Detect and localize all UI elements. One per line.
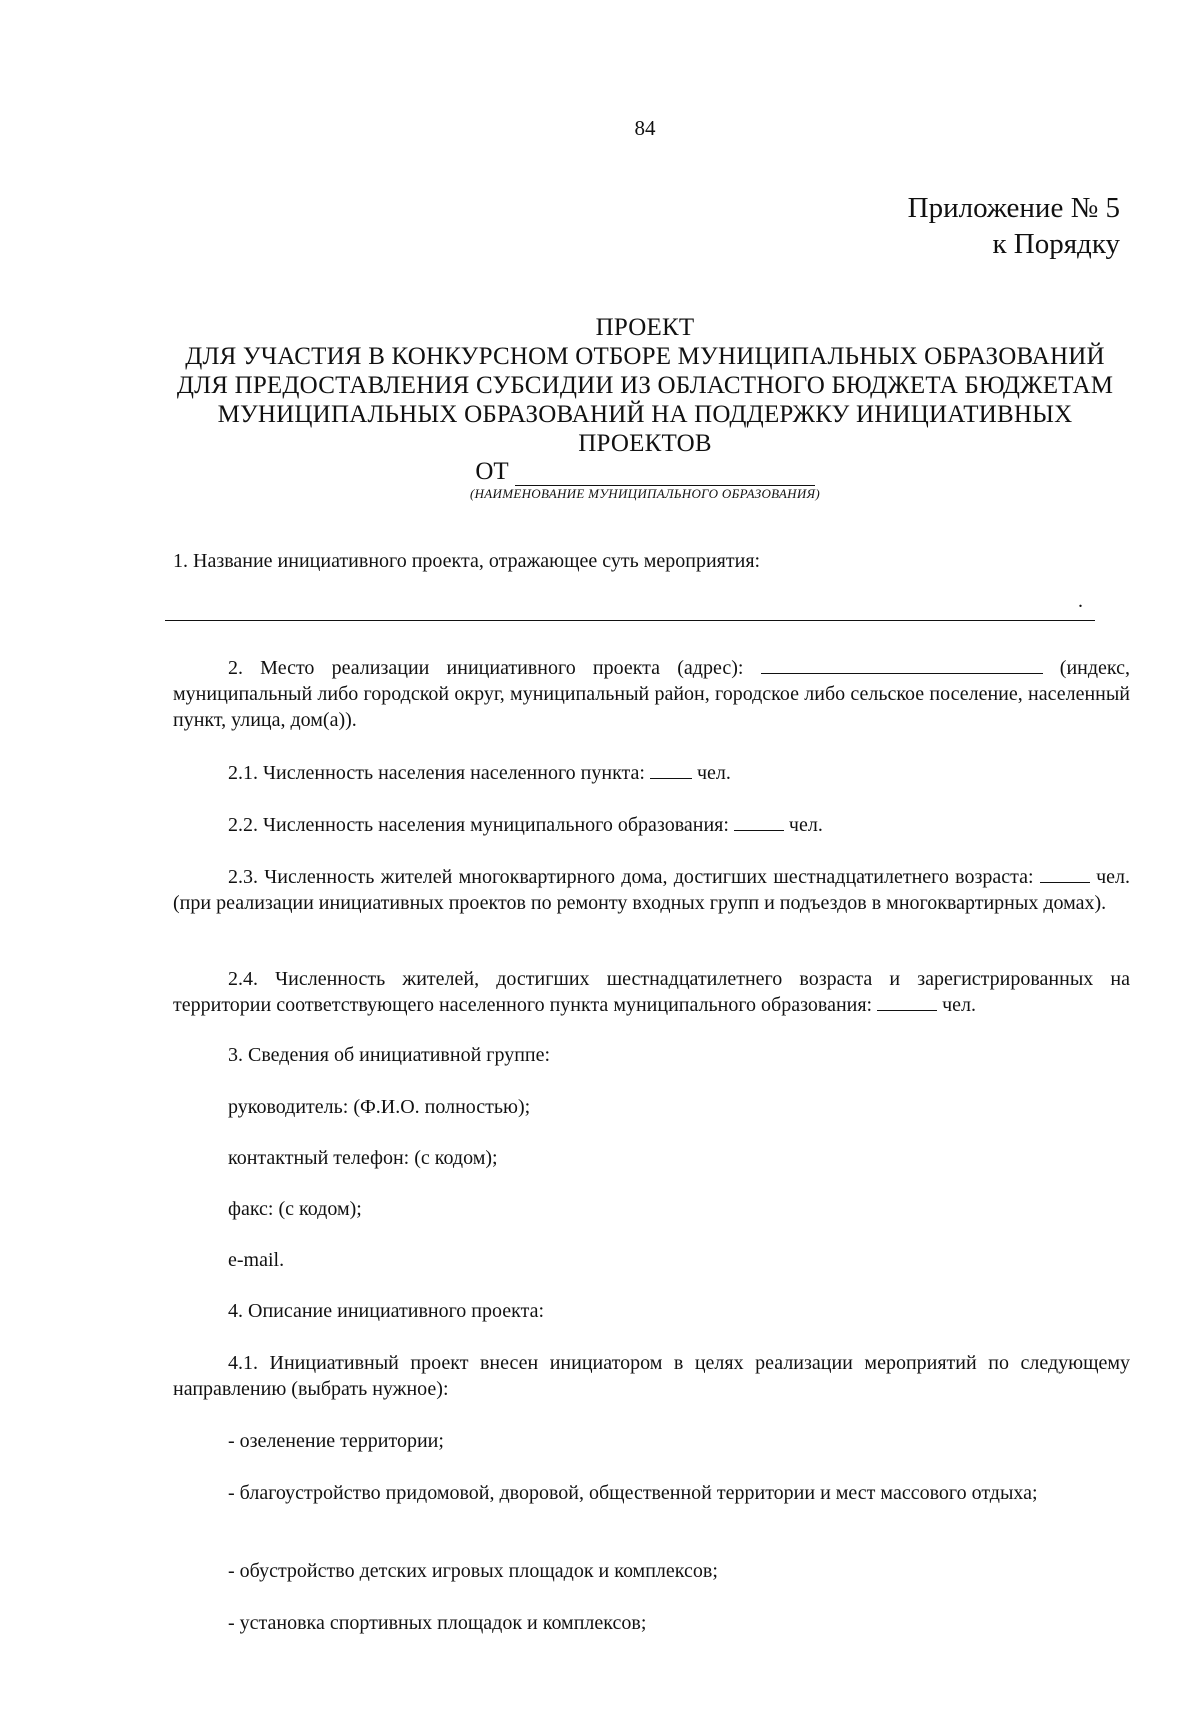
section-4-heading: 4. Описание инициативного проекта:	[228, 1300, 544, 1322]
option-greening: - озеленение территории;	[228, 1430, 444, 1452]
group-leader: руководитель: (Ф.И.О. полностью);	[228, 1096, 531, 1118]
section-1-heading: 1. Название инициативного проекта, отражающее суть мероприятия:	[173, 550, 761, 572]
page-number: 84	[634, 116, 656, 140]
municipality-population-blank[interactable]	[734, 812, 784, 831]
project-name-blank[interactable]	[165, 620, 1095, 621]
municipality-blank[interactable]	[515, 463, 815, 486]
section-2-1-label: 2.1. Численность населения населенного пункта:	[228, 762, 645, 784]
appendix-header	[908, 190, 1120, 262]
from-label: ОТ	[475, 458, 509, 485]
section-4-1: 4.1. Инициативный проект внесен инициатором в целях реализации мероприятий по следующему направлению (выбрать нужное):	[173, 1352, 1130, 1400]
section-2-3-label: 2.3. Численность жителей многоквартирного дома, достигших шестнадцатилетнего возраста:	[228, 866, 1034, 888]
section-2-4	[173, 966, 1130, 1018]
section-2-1	[228, 760, 731, 786]
section-1-dot: .	[1078, 590, 1083, 612]
address-blank[interactable]	[761, 655, 1043, 674]
municipality-note: (НАИМЕНОВАНИЕ МУНИЦИПАЛЬНОГО ОБРАЗОВАНИЯ)	[469, 486, 821, 501]
apartment-residents-blank[interactable]	[1040, 864, 1090, 883]
section-2-3	[173, 864, 1130, 916]
appendix-reference: к Порядку	[992, 228, 1120, 260]
group-email: e-mail.	[228, 1249, 285, 1271]
group-phone: контактный телефон: (с кодом);	[228, 1147, 498, 1169]
section-2-2-label: 2.2. Численность населения муниципального образования:	[228, 814, 729, 836]
option-sports-grounds: - установка спортивных площадок и комплексов;	[228, 1612, 647, 1634]
section-3-heading: 3. Сведения об инициативной группе:	[228, 1044, 551, 1066]
section-2-1-unit: чел.	[696, 762, 731, 784]
section-2-2-unit: чел.	[788, 814, 823, 836]
section-2-label: 2. Место реализации инициативного проекта (адрес):	[228, 657, 744, 679]
section-2-2	[228, 812, 823, 838]
group-fax: факс: (с кодом);	[228, 1198, 362, 1220]
document-title	[130, 313, 1160, 458]
from-line	[0, 458, 1200, 486]
section-2-4-unit: чел.	[942, 994, 977, 1016]
section-2-hint: (индекс, муниципальный либо городской округ, муниципальный район, городское либо сельское поселение, населенный пункт, улица, дом(а)).	[173, 657, 1131, 731]
title-line-5: ПРОЕКТОВ	[578, 430, 712, 457]
section-2-3-hint: чел. (при реализации инициативных проектов по ремонту входных групп и подъездов в многоквартирных домах).	[173, 866, 1131, 914]
registered-residents-blank[interactable]	[877, 992, 937, 1011]
title-line-3: ДЛЯ ПРЕДОСТАВЛЕНИЯ СУБСИДИИ ИЗ ОБЛАСТНОГО БЮДЖЕТА БЮДЖЕТАМ	[176, 372, 1114, 399]
option-landscaping: - благоустройство придомовой, дворовой, общественной территории и мест массового отдыха;	[228, 1482, 1038, 1504]
appendix-number: Приложение № 5	[907, 192, 1120, 224]
section-2-4-label: 2.4. Численность жителей, достигших шестнадцатилетнего возраста и зарегистрированных на территории соответствующего населенного пункта муниципального образования:	[173, 968, 1130, 1016]
section-2-address	[173, 655, 1130, 733]
title-line-2: ДЛЯ УЧАСТИЯ В КОНКУРСНОМ ОТБОРЕ МУНИЦИПАЛЬНЫХ ОБРАЗОВАНИЙ	[185, 343, 1105, 370]
option-playgrounds: - обустройство детских игровых площадок и комплексов;	[228, 1560, 718, 1582]
title-line-1: ПРОЕКТ	[595, 314, 695, 341]
title-line-4: МУНИЦИПАЛЬНЫХ ОБРАЗОВАНИЙ НА ПОДДЕРЖКУ ИНИЦИАТИВНЫХ	[217, 401, 1073, 428]
settlement-population-blank[interactable]	[650, 760, 692, 779]
